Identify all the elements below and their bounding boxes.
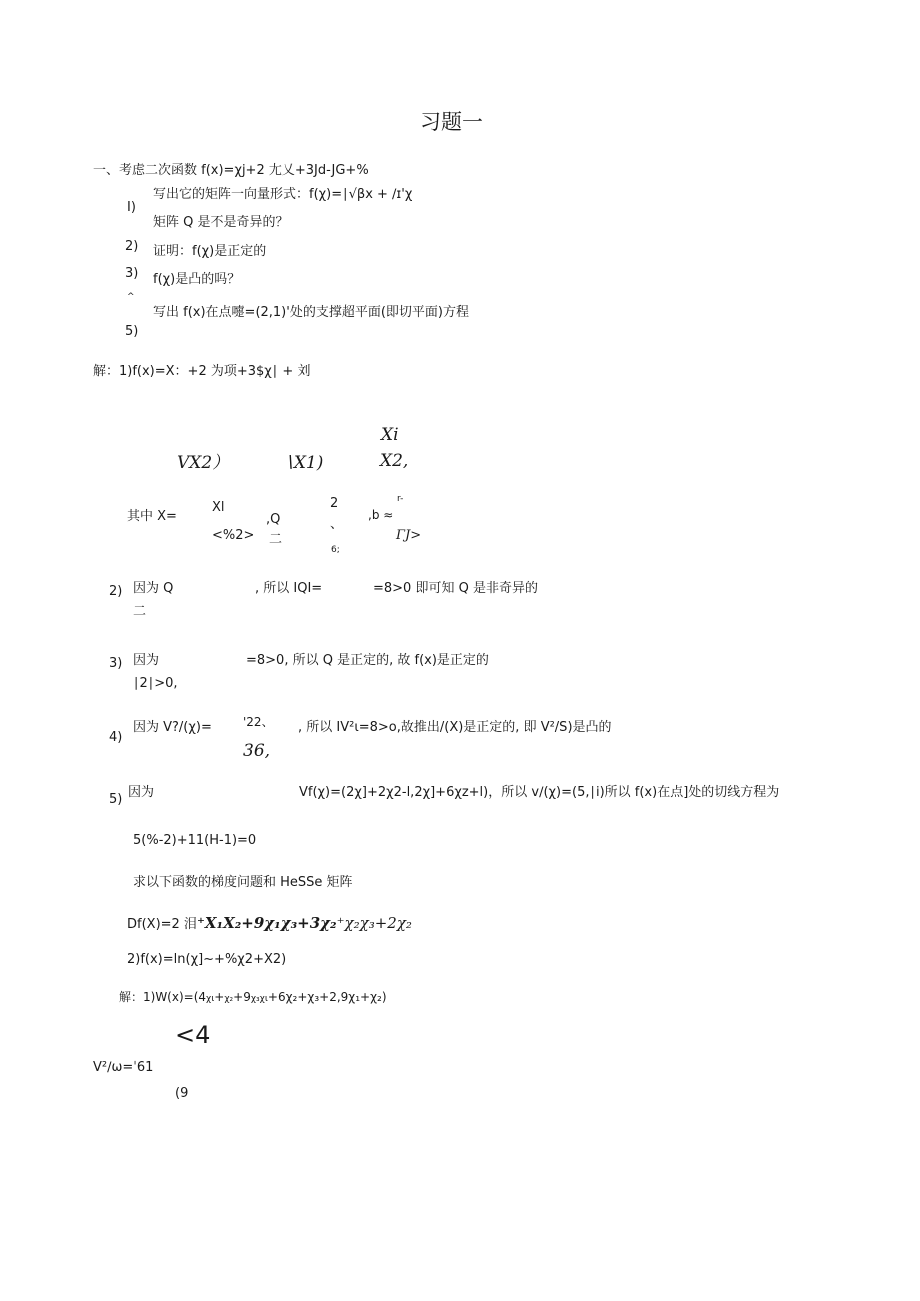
hessian-label: V²∕ω=ˈ61 xyxy=(93,1060,154,1075)
q-label: ,Q xyxy=(266,512,281,527)
part-number: 4) xyxy=(109,730,123,745)
part-sup: '22、 xyxy=(243,715,274,729)
gradient-part: + xyxy=(214,990,225,1004)
function-1-prefix: Df(X)=2 泪 xyxy=(127,917,197,932)
gradient-part: +9 xyxy=(233,990,251,1004)
vector-entry: <%2> xyxy=(212,528,255,543)
hessian-entry: (9 xyxy=(175,1086,189,1101)
item-text: f(χ)是凸的吗？ xyxy=(153,272,241,287)
gradient-sub: χι xyxy=(206,994,215,1004)
function-1 xyxy=(127,914,412,933)
matrix-entry: 6; xyxy=(331,545,340,555)
gradient-sub: χ₃χι xyxy=(250,994,268,1004)
matrix-entry: ∖X1) xyxy=(283,453,324,473)
matrix-entry: VX2） xyxy=(177,453,230,473)
tangent-equation: 5(%-2)+11(H-1)=0 xyxy=(133,833,257,848)
where-label: 其中 X= xyxy=(127,509,177,524)
item-number: I) xyxy=(127,200,136,215)
page-title: 习题一 xyxy=(420,110,483,134)
solution1-line: 解：1)f(x)=X：+2 为项+3$χ∣ + 刘 xyxy=(93,364,311,379)
part-number: 5) xyxy=(109,792,123,807)
item-number: 5) xyxy=(125,324,139,339)
vector-entry: Xl xyxy=(212,500,225,515)
b-label: ,b ≈ xyxy=(368,508,394,522)
gradient-part: 解：1)W(x)=(4 xyxy=(119,990,207,1004)
part-text: , 所以 IQI= xyxy=(255,581,323,596)
part-sub: 36, xyxy=(243,741,271,761)
gradient-part: +6χ₂+χ₃+2,9χ₁+χ₂) xyxy=(267,990,387,1004)
function-1-tail: ⁺χ₂χ₃+2χ₂ xyxy=(336,914,412,932)
function-1-terms: ⁺X₁X₂+9χ₁χ₃+3χ₂ xyxy=(196,914,337,932)
part-text: 因为 Q xyxy=(133,581,174,596)
part-text: 因为 xyxy=(128,785,155,800)
matrix-entry: 、 xyxy=(330,517,344,532)
part-sub: 二 xyxy=(133,604,147,619)
problem1-intro: 一、考虑二次函数 f(x)=χj+2 尢乂+3Jd-JG+% xyxy=(93,163,369,178)
item-number: ^ xyxy=(127,292,135,302)
matrix-entry: 二 xyxy=(269,532,283,547)
item-number: 3) xyxy=(125,266,139,281)
item-text: 矩阵 Q 是不是奇异的？ xyxy=(153,215,289,230)
problem2-intro: 求以下函数的梯度问题和 HeSSe 矩阵 xyxy=(133,875,353,890)
part-number: 2) xyxy=(109,584,123,599)
hessian-entry: <4 xyxy=(175,1021,211,1049)
vector-entry: r- xyxy=(397,494,404,504)
part-text: =8>0 即可知 Q 是非奇异的 xyxy=(373,581,538,596)
part-text: =8>0, 所以 Q 是正定的, 故 f(x)是正定的 xyxy=(246,653,489,668)
gradient-line xyxy=(119,990,387,1005)
item-text: 证明：f(χ)是正定的 xyxy=(153,244,267,259)
matrix-entry: 2 xyxy=(330,496,339,511)
part-sub: ∣2∣>0, xyxy=(133,676,178,691)
part-text: 因为 V?/(χ)= xyxy=(133,720,212,735)
item-number: 2) xyxy=(125,239,139,254)
matrix-entry: X2, xyxy=(380,451,409,471)
item-text: 写出 f(x)在点嚏=(2,1)'处的支撑超平面(即切平面)方程 xyxy=(153,305,469,320)
item-text: 写出它的矩阵一向量形式：f(χ)=∣√βx + ∕ɪ'χ xyxy=(153,187,413,202)
part-text: Vf(χ)=(2χ]+2χ2-l,2χ]+6χz+l)，所以 v∕(χ)=(5,∣i)所以 f(x)在点]处的切线方程为 xyxy=(299,785,780,800)
part-number: 3) xyxy=(109,656,123,671)
function-2: 2)f(x)=ln(χ]~+%χ2+X2) xyxy=(127,952,287,967)
vector-entry: ΓJ> xyxy=(396,528,422,543)
part-text: 因为 xyxy=(133,653,160,668)
gradient-sub: χ₂ xyxy=(224,994,234,1004)
matrix-entry: Xi xyxy=(381,425,399,445)
part-text: , 所以 IV²ι=8>o,故推出/(X)是正定的, 即 V²/S)是凸的 xyxy=(298,720,612,735)
